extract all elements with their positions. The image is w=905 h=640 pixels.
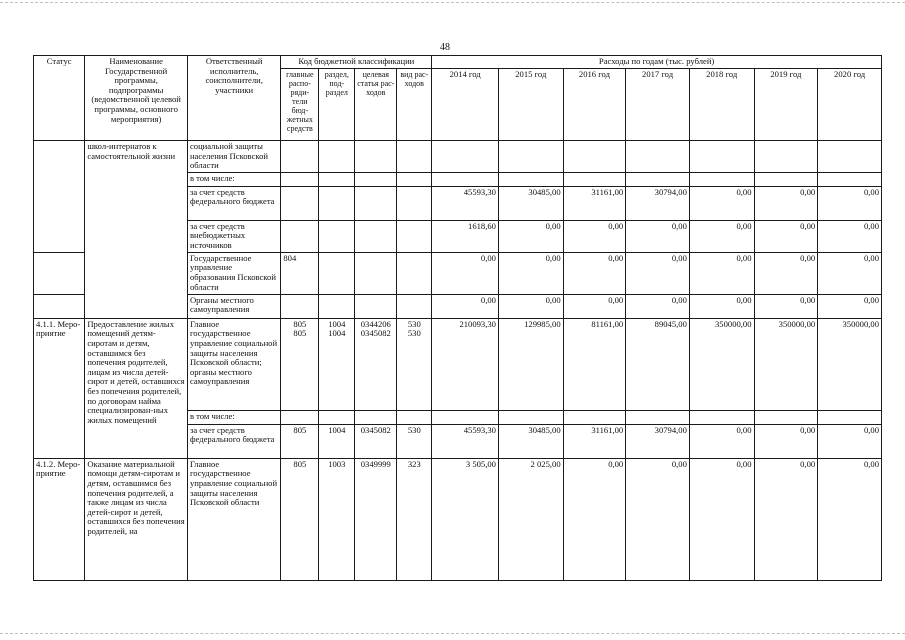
value-cell: 0,00 (432, 252, 499, 294)
value-cell: 0,00 (563, 252, 626, 294)
responsible-cell: Главное государственное управление социальной защиты населения Псковской области; органы местного самоуправления (187, 318, 280, 410)
header-kind: вид рас-ходов (397, 69, 432, 141)
value-cell: 30794,00 (626, 424, 690, 458)
value-cell: 30485,00 (498, 424, 563, 458)
article-cell: 0344206 0345082 (355, 318, 397, 410)
header-grbs: главные распо-ряди-тели бюд-жетных средств (281, 69, 319, 141)
education-label: Государственное управление образования Псковской области (187, 252, 280, 294)
value-cell: 0,00 (754, 294, 818, 318)
value-cell: 0,00 (626, 220, 690, 252)
value-cell: 0,00 (689, 424, 754, 458)
kind-cell: 323 (397, 458, 432, 580)
value-cell: 2 025,00 (498, 458, 563, 580)
value-cell: 0,00 (689, 294, 754, 318)
table-row (34, 318, 882, 410)
offbudget-label: за счет средств внебюджетных источников (187, 220, 280, 252)
value-cell: 45593,30 (432, 424, 499, 458)
section-cell: 1004 (319, 424, 355, 458)
article-cell: 0349999 (355, 458, 397, 580)
value-cell: 0,00 (754, 424, 818, 458)
responsible-cell: Главное государственное управление социальной защиты населения Псковской области (187, 458, 280, 580)
value-cell: 0,00 (818, 186, 882, 220)
value-cell: 0,00 (626, 458, 690, 580)
value-cell: 0,00 (563, 458, 626, 580)
status-cell (34, 141, 85, 253)
value-cell: 350000,00 (818, 318, 882, 410)
section-cell: 1004 1004 (319, 318, 355, 410)
scan-edge-bottom (0, 633, 905, 634)
header-year: 2017 год (626, 69, 690, 141)
kind-cell: 530 530 (397, 318, 432, 410)
header-year: 2019 год (754, 69, 818, 141)
federal-label: за счет средств федерального бюджета (187, 424, 280, 458)
value-cell: 31161,00 (563, 186, 626, 220)
header-year: 2014 год (432, 69, 499, 141)
value-cell: 0,00 (754, 458, 818, 580)
value-cell: 0,00 (754, 186, 818, 220)
value-cell: 0,00 (818, 252, 882, 294)
name-cell: Предоставление жилых помещений детям-сиротам и детям, оставшимся без попечения родителей, лицам из числа детей-сирот и детей, оставшихся без попечения родителей, по договорам найма специализирован-ных жилых помещений (85, 318, 188, 458)
name-cell: школ-интернатов к самостоятельной жизни (85, 141, 188, 319)
header-name: Наименование Государственной программы, подпрограммы (ведомственной целевой программы, основного мероприятия) (85, 56, 188, 141)
name-cell: Оказание материальной помощи детям-сиротам и детям, оставшимся без попечения родителей, а также лицам из числа детей-сирот и детей, оставшихся без попечения родителей, на (85, 458, 188, 580)
value-cell: 350000,00 (689, 318, 754, 410)
header-year: 2020 год (818, 69, 882, 141)
grbs-cell: 804 (281, 252, 319, 294)
header-section: раздел, под-раздел (319, 69, 355, 141)
header-responsible: Ответственный исполнитель, соисполнители, участники (187, 56, 280, 141)
value-cell: 30485,00 (498, 186, 563, 220)
responsible-cell: социальной защиты населения Псковской области (187, 141, 280, 173)
value-cell: 0,00 (754, 252, 818, 294)
value-cell: 350000,00 (754, 318, 818, 410)
value-cell: 0,00 (498, 220, 563, 252)
value-cell: 0,00 (626, 252, 690, 294)
header-year: 2015 год (498, 69, 563, 141)
grbs-cell: 805 (281, 458, 319, 580)
value-cell: 0,00 (626, 294, 690, 318)
value-cell: 0,00 (689, 220, 754, 252)
local-label: Органы местного самоуправления (187, 294, 280, 318)
header-status: Статус (34, 56, 85, 141)
grbs-cell: 805 (281, 424, 319, 458)
grbs-cell: 805 805 (281, 318, 319, 410)
value-cell: 0,00 (689, 458, 754, 580)
section-cell: 1003 (319, 458, 355, 580)
value-cell: 0,00 (432, 294, 499, 318)
scan-edge-top (0, 2, 905, 3)
value-cell: 3 505,00 (432, 458, 499, 580)
value-cell: 0,00 (818, 294, 882, 318)
value-cell: 1618,60 (432, 220, 499, 252)
value-cell: 0,00 (754, 220, 818, 252)
budget-table (33, 55, 882, 581)
value-cell: 0,00 (818, 220, 882, 252)
header-year: 2016 год (563, 69, 626, 141)
header-expenses: Расходы по годам (тыс. рублей) (432, 56, 882, 69)
header-row-1 (34, 56, 882, 69)
table-row (34, 141, 882, 173)
value-cell: 0,00 (689, 186, 754, 220)
value-cell: 81161,00 (563, 318, 626, 410)
header-article: целевая статья рас-ходов (355, 69, 397, 141)
header-year: 2018 год (689, 69, 754, 141)
value-cell: 89045,00 (626, 318, 690, 410)
status-cell: 4.1.2. Меро-приятие (34, 458, 85, 580)
value-cell: 0,00 (689, 252, 754, 294)
value-cell: 31161,00 (563, 424, 626, 458)
article-cell: 0345082 (355, 424, 397, 458)
value-cell: 0,00 (498, 252, 563, 294)
federal-label: за счет средств федерального бюджета (187, 186, 280, 220)
in-that-label: в том числе: (187, 172, 280, 186)
value-cell: 129985,00 (498, 318, 563, 410)
table-row (34, 458, 882, 580)
page-number: 48 (440, 42, 450, 53)
status-cell: 4.1.1. Меро-приятие (34, 318, 85, 458)
value-cell: 0,00 (563, 294, 626, 318)
value-cell: 0,00 (818, 458, 882, 580)
value-cell: 0,00 (498, 294, 563, 318)
value-cell: 0,00 (563, 220, 626, 252)
value-cell: 210093,30 (432, 318, 499, 410)
status-cell (34, 252, 85, 294)
kind-cell: 530 (397, 424, 432, 458)
in-that-label: в том числе: (187, 410, 280, 424)
value-cell: 0,00 (818, 424, 882, 458)
status-cell (34, 294, 85, 318)
value-cell: 45593,30 (432, 186, 499, 220)
value-cell: 30794,00 (626, 186, 690, 220)
header-budget-code: Код бюджетной классификации (281, 56, 432, 69)
